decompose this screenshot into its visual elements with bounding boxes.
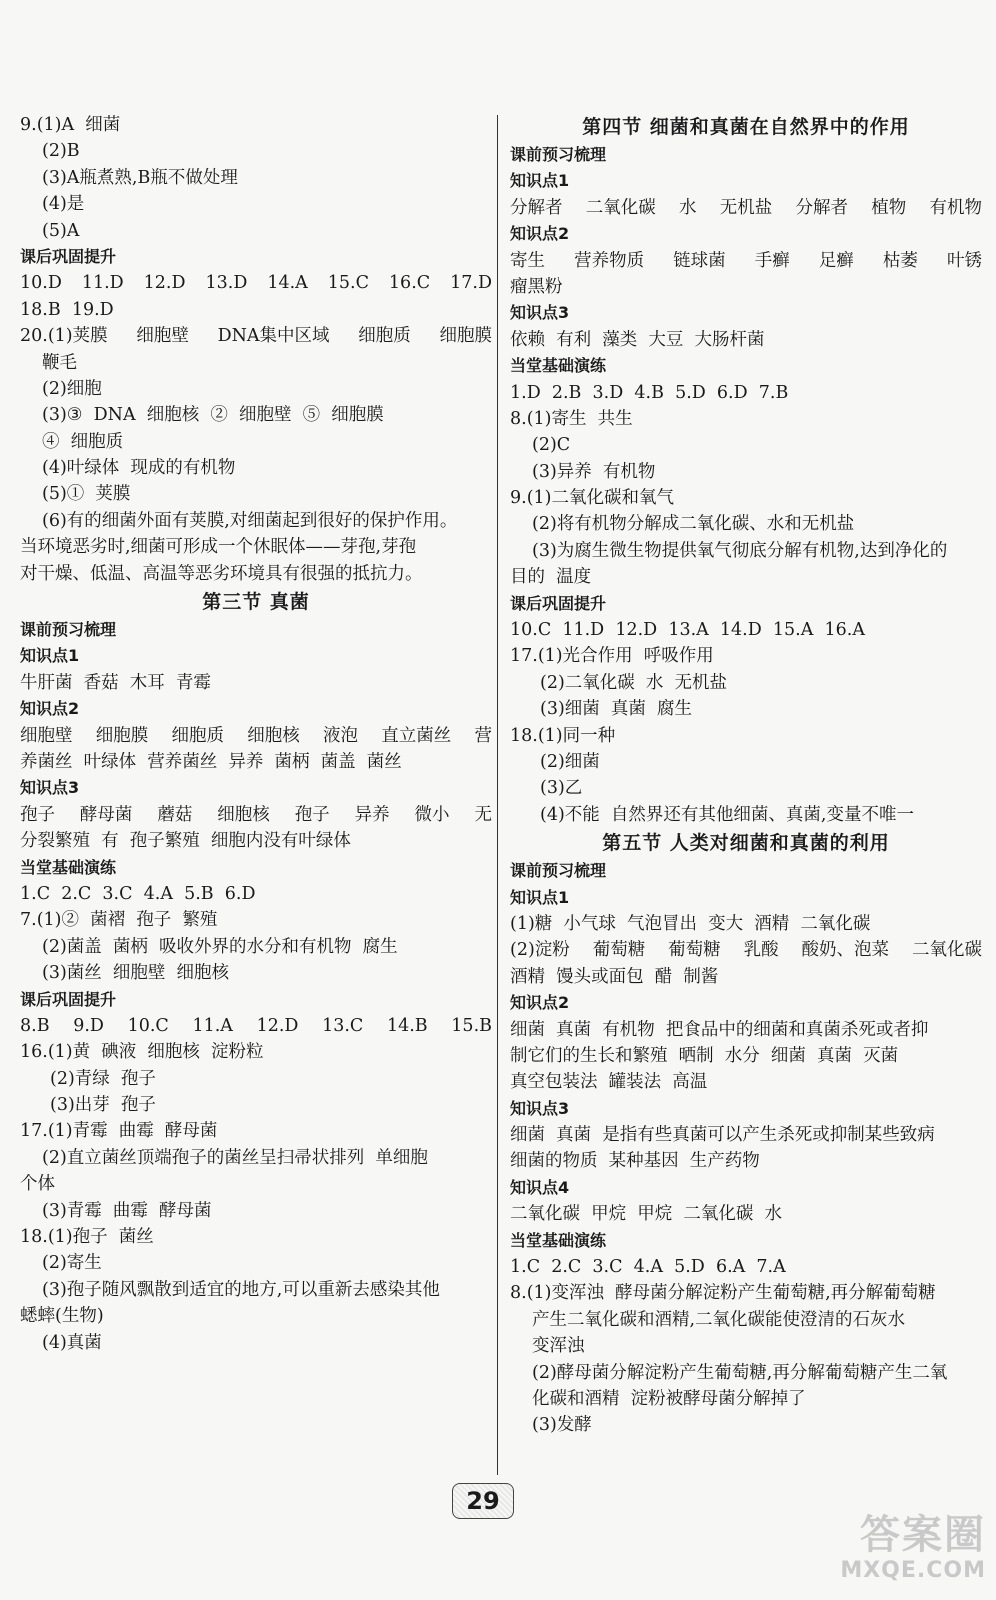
answer-item: 酸奶、泡菜: [801, 940, 890, 961]
answer-line: 蟋蟀(生物): [20, 1306, 104, 1327]
answer-line: [20, 270, 492, 296]
answer-line: (3)菌丝 细胞壁 细胞核: [42, 963, 230, 984]
answer-line: 化碳和酒精 淀粉被酵母菌分解掉了: [532, 1388, 806, 1409]
answer-item: 细胞质: [358, 326, 411, 347]
answer-line: 鞭毛: [42, 352, 77, 373]
subsection-heading: 知识点3: [510, 1098, 570, 1118]
subsection-heading: 知识点2: [510, 993, 570, 1013]
answer-line: (6)有的细菌外面有荚膜,对细菌起到很好的保护作用。: [42, 510, 458, 531]
answer-item: 8.B: [20, 1015, 50, 1036]
answer-item: 液泡: [323, 725, 358, 746]
answer-line: (3)发酵: [532, 1415, 592, 1436]
answer-item: (2)淀粉: [510, 940, 570, 961]
answer-line: (2)细胞: [42, 378, 102, 399]
answer-line: 17.(1)青霉 曲霉 酵母菌: [20, 1121, 218, 1142]
answer-line: ④ 细胞质: [42, 431, 124, 452]
answer-item: 17.D: [450, 273, 492, 294]
answer-line: (2)二氧化碳 水 无机盐: [540, 672, 728, 693]
answer-line: 1.D 2.B 3.D 4.B 5.D 6.D 7.B: [510, 382, 789, 403]
answer-item: 无机盐: [719, 197, 773, 218]
answer-line: (3)孢子随风飘散到适宜的地方,可以重新去感染其他: [42, 1279, 440, 1300]
answer-line: (3)乙: [540, 778, 583, 799]
answer-item: 20.(1)荚膜: [20, 326, 108, 347]
answer-item: 链球菌: [673, 250, 726, 271]
answer-line: 8.(1)变浑浊 酵母菌分解淀粉产生葡萄糖,再分解葡萄糖: [510, 1283, 936, 1304]
answer-line: 18.B 19.D: [20, 299, 114, 320]
answer-line: 10.C 11.D 12.D 13.A 14.D 15.A 16.A: [510, 620, 865, 641]
answer-item: 孢子: [294, 804, 330, 825]
left-column: [20, 112, 492, 1356]
answer-item: 分解者: [795, 197, 848, 218]
answer-line: 9.(1)二氧化碳和氧气: [510, 488, 674, 509]
answer-line: 18.(1)同一种: [510, 725, 616, 746]
answer-line: 1.C 2.C 3.C 4.A 5.D 6.A 7.A: [510, 1257, 786, 1278]
subsection-heading: 知识点3: [510, 303, 570, 323]
answer-item: 细胞核: [217, 804, 270, 825]
answer-line: 产生二氧化碳和酒精,二氧化碳能使澄清的石灰水: [532, 1309, 906, 1330]
subsection-heading: 当堂基础演练: [510, 356, 607, 376]
subsection-heading: 知识点2: [20, 699, 80, 719]
answer-item: 细胞膜: [439, 326, 492, 347]
answer-line: 细菌的物质 某种基因 生产药物: [510, 1151, 760, 1172]
answer-item: 有机物: [929, 197, 982, 218]
answer-line: 18.(1)孢子 菌丝: [20, 1227, 154, 1248]
answer-item: 16.C: [388, 273, 431, 294]
answer-line: (2)将有机物分解成二氧化碳、水和无机盐: [532, 514, 855, 535]
answer-item: 10.D: [20, 273, 62, 294]
answer-line: 瘤黑粉: [510, 276, 563, 297]
answer-item: 10.C: [127, 1015, 169, 1036]
watermark-logo: [796, 1512, 986, 1592]
answer-line: 二氧化碳 甲烷 甲烷 二氧化碳 水: [510, 1204, 783, 1225]
answer-item: 植物: [871, 197, 907, 218]
subsection-heading: 知识点2: [510, 224, 570, 244]
answer-line: 当环境恶劣时,细菌可形成一个休眠体——芽孢,芽孢: [20, 537, 417, 558]
answer-line: (3)异养 有机物: [532, 461, 656, 482]
subsection-heading: 课前预习梳理: [510, 861, 607, 881]
subsection-heading: 知识点4: [510, 1177, 570, 1197]
answer-item: 细胞核: [247, 725, 300, 746]
answer-item: 11.A: [192, 1015, 233, 1036]
answer-line: (2)C: [532, 435, 571, 456]
answer-item: 12.D: [143, 273, 186, 294]
answer-line: [20, 802, 492, 828]
answer-line: 个体: [20, 1174, 55, 1195]
watermark-line2: MXQE.COM: [840, 1558, 986, 1583]
answer-line: (2)青绿 孢子: [50, 1068, 156, 1089]
answer-line: (2)细菌: [540, 751, 600, 772]
answer-line: (3)为腐生微生物提供氧气彻底分解有机物,达到净化的: [532, 540, 948, 561]
answer-line: (2)B: [42, 141, 80, 162]
answer-item: 14.A: [267, 273, 308, 294]
answer-line: 1.C 2.C 3.C 4.A 5.B 6.D: [20, 883, 256, 904]
answer-line: (2)寄生: [42, 1253, 102, 1274]
answer-line: 16.(1)黄 碘液 细胞核 淀粉粒: [20, 1042, 264, 1063]
answer-line: 细菌 真菌 有机物 把食品中的细菌和真菌杀死或者抑: [510, 1019, 929, 1040]
answer-item: 手癣: [754, 250, 790, 271]
answer-line: (2)菌盖 菌柄 吸收外界的水分和有机物 腐生: [42, 936, 398, 957]
answer-item: 葡萄糖: [668, 940, 721, 961]
answer-line: 17.(1)光合作用 呼吸作用: [510, 646, 714, 667]
answer-line: (2)酵母菌分解淀粉产生葡萄糖,再分解葡萄糖产生二氧: [532, 1362, 948, 1383]
answer-item: 孢子: [20, 804, 55, 825]
answer-line: [20, 1013, 492, 1039]
subsection-heading: 知识点1: [510, 171, 570, 191]
answer-item: 直立菌丝: [381, 725, 452, 746]
answer-line: (4)是: [42, 194, 85, 215]
answer-item: 细胞壁: [20, 725, 73, 746]
answer-item: 乳酸: [743, 940, 779, 961]
answer-line: 9.(1)A 细菌: [20, 115, 121, 135]
answer-item: 细胞质: [171, 725, 224, 746]
answer-line: 制它们的生长和繁殖 晒制 水分 细菌 真菌 灭菌: [510, 1045, 899, 1066]
subsection-heading: 当堂基础演练: [510, 1230, 607, 1250]
answer-line: (3)A瓶煮熟,B瓶不做处理: [42, 167, 238, 188]
answer-line: (4)叶绿体 现成的有机物: [42, 458, 236, 479]
answer-line: 细菌 真菌 是指有些真菌可以产生杀死或抑制某些致病: [510, 1125, 935, 1146]
answer-line: (1)糖 小气球 气泡冒出 变大 酒精 二氧化碳: [510, 913, 871, 934]
answer-line: [510, 937, 982, 963]
right-column: [510, 112, 982, 1439]
answer-item: 水: [679, 197, 697, 218]
subsection-heading: 当堂基础演练: [20, 857, 117, 877]
answer-item: 二氧化碳: [585, 197, 656, 218]
column-divider: [497, 115, 498, 1475]
answer-item: 酵母菌: [79, 804, 133, 825]
answer-item: 细胞膜: [95, 725, 149, 746]
answer-item: 无: [474, 804, 492, 825]
watermark-line1: 答案圈: [860, 1512, 986, 1558]
answer-item: 异养: [354, 804, 390, 825]
answer-item: 蘑菇: [157, 804, 193, 825]
answer-line: 7.(1)② 菌褶 孢子 繁殖: [20, 910, 218, 931]
answer-item: 11.D: [81, 273, 124, 294]
answer-item: 15.B: [451, 1015, 492, 1036]
answer-item: 13.C: [322, 1015, 364, 1036]
answer-item: 枯萎: [882, 250, 918, 271]
answer-line: (5)A: [42, 220, 80, 241]
answer-item: 寄生: [510, 250, 545, 271]
answer-line: (5)① 荚膜: [42, 484, 131, 505]
answer-item: 14.B: [386, 1015, 428, 1036]
answer-item: 12.D: [256, 1015, 299, 1036]
answer-line: [510, 248, 982, 274]
subsection-heading: 知识点1: [20, 646, 80, 666]
answer-item: 葡萄糖: [592, 940, 646, 961]
subsection-heading: 课前预习梳理: [20, 620, 117, 640]
answer-line: 真空包装法 罐装法 高温: [510, 1072, 708, 1093]
answer-line: 分裂繁殖 有 孢子繁殖 细胞内没有叶绿体: [20, 831, 351, 852]
answer-item: 细胞壁: [136, 326, 189, 347]
answer-line: (3)细菌 真菌 腐生: [540, 699, 693, 720]
answer-line: [20, 723, 492, 749]
subsection-heading: 课后巩固提升: [510, 593, 607, 613]
answer-line: 变浑浊: [532, 1336, 585, 1357]
answer-item: 叶锈: [946, 250, 982, 271]
answer-item: 足癣: [818, 250, 854, 271]
answer-item: 微小: [414, 804, 450, 825]
answer-item: 二氧化碳: [911, 940, 982, 961]
page-number: 29: [452, 1483, 514, 1519]
section-title: 第三节 真菌: [202, 591, 310, 614]
answer-line: 目的 温度: [510, 567, 592, 588]
answer-line: (3)出芽 孢子: [50, 1095, 156, 1116]
answer-line: (2)直立菌丝顶端孢子的菌丝呈扫帚状排列 单细胞: [42, 1147, 428, 1168]
answer-item: 13.D: [205, 273, 248, 294]
answer-line: 养菌丝 叶绿体 营养菌丝 异养 菌柄 菌盖 菌丝: [20, 751, 402, 772]
answer-line: 8.(1)寄生 共生: [510, 408, 633, 429]
answer-item: 营养物质: [574, 250, 645, 271]
subsection-heading: 课前预习梳理: [510, 145, 607, 164]
answer-line: (4)真菌: [42, 1332, 102, 1353]
answer-item: 分解者: [510, 197, 563, 218]
answer-line: (4)不能 自然界还有其他细菌、真菌,变量不唯一: [540, 804, 914, 825]
answer-line: 依赖 有利 藻类 大豆 大肠杆菌: [510, 329, 765, 350]
section-title: 第五节 人类对细菌和真菌的利用: [602, 832, 890, 855]
answer-line: 牛肝菌 香菇 木耳 青霉: [20, 672, 211, 693]
answer-item: 15.C: [327, 273, 369, 294]
answer-line: [20, 323, 492, 349]
answer-line: 酒精 馒头或面包 醋 制酱: [510, 966, 719, 987]
answer-item: DNA集中区域: [217, 326, 330, 347]
answer-line: (3)③ DNA 细胞核 ② 细胞壁 ⑤ 细胞膜: [42, 405, 384, 426]
section-title: 第四节 细菌和真菌在自然界中的作用: [582, 116, 910, 138]
answer-line: 对干燥、低温、高温等恶劣环境具有很强的抵抗力。: [20, 563, 423, 584]
subsection-heading: 课后巩固提升: [20, 246, 117, 266]
answer-item: 营: [474, 725, 492, 746]
subsection-heading: 课后巩固提升: [20, 989, 117, 1009]
answer-item: 9.D: [73, 1015, 104, 1036]
answer-line: (3)青霉 曲霉 酵母菌: [42, 1200, 212, 1221]
subsection-heading: 知识点1: [510, 887, 570, 907]
answer-line: [510, 195, 982, 221]
subsection-heading: 知识点3: [20, 778, 80, 798]
